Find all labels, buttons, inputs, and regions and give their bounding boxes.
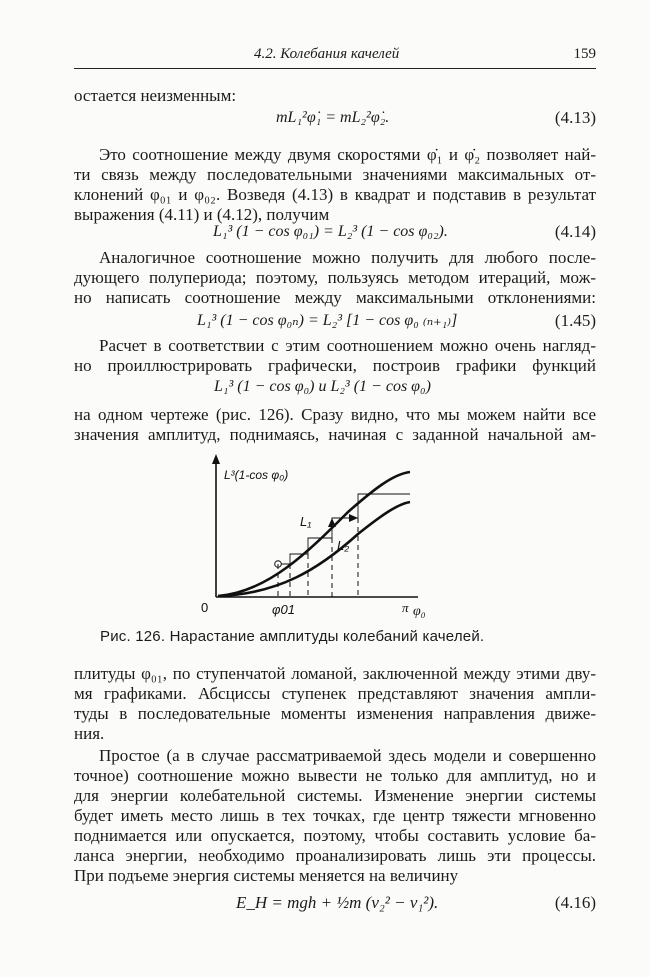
section-title: 4.2. Колебания качелей (254, 46, 400, 62)
x-axis-label: φ₀ (413, 604, 426, 619)
text-line: ния. (74, 724, 105, 743)
functions-expression: L₁³ (1 − cos φ₀) и L₂³ (1 − cos φ₀) (214, 378, 431, 395)
text-line: При подъеме энергия системы меняется на величину (74, 866, 459, 885)
page-number: 159 (573, 46, 596, 62)
equation-1-45: L₁³ (1 − cos φ₀ₙ) = L₂³ [1 − cos φ₀ ₍ₙ₊₁₎] (197, 312, 458, 329)
y-axis-arrow (212, 454, 220, 464)
text-line: плитуды φ₀₁, по ступенчатой ломаной, заключенной между этими дву- (74, 664, 596, 683)
text-line: Простое (а в случае рассматриваемой здесь модели и совершенно (99, 746, 596, 765)
curve-label-l2: L₂ (337, 538, 350, 553)
equation-4-13: mL₁²φ̇₁ = mL₂²φ̇₂. (276, 109, 390, 126)
text-line: будет иметь место лишь в тех точках, где центр тяжести мгновенно (74, 806, 596, 825)
text-line: значения амплитуд, поднимаясь, начиная с заданной начальной ам- (74, 425, 596, 444)
equation-4-16: E_H = mgh + ½m (v₂² − v₁²). (236, 893, 439, 912)
text-line: ти связь между последовательными значениями максимальных от- (74, 165, 596, 184)
equation-4-14: L₁³ (1 − cos φ₀₁) = L₂³ (1 − cos φ₀₂). (213, 223, 448, 240)
step-up-arrow (328, 518, 336, 527)
text-line: дующего полупериода; поэтому, пользуясь методом итераций, мож- (74, 268, 596, 287)
text-line: но написать соотношение между максимальными отклонениями: (74, 288, 596, 307)
curve-label-l1: L₁ (300, 514, 312, 529)
figure-126-graph (198, 452, 430, 620)
text-line: поднимается или опускается, поэтому, чтобы составить условие ба- (74, 826, 596, 845)
y-axis-label: L³(1-cos φ₀) (224, 468, 289, 482)
equation-number: (4.14) (554, 222, 596, 241)
equation-number: (4.16) (554, 893, 596, 912)
staircase-arrow (349, 514, 358, 522)
text-line: но проиллюстрировать графически, построив графики функций (74, 356, 596, 375)
text-line: для энергии колебательной системы. Изменение энергии системы (74, 786, 596, 805)
curve-l1 (218, 472, 410, 596)
equation-number: (4.13) (554, 108, 596, 127)
text-line: мя графиками. Абсциссы ступенек представляют значения ампли- (74, 684, 596, 703)
text-line: остается неизменным: (74, 86, 237, 105)
equation-number: (1.45) (554, 311, 596, 330)
text-line: Расчет в соответствии с этим соотношением можно очень нагляд- (99, 336, 596, 355)
text-line: Аналогичное соотношение можно получить для любого после- (99, 248, 596, 267)
origin-label: 0 (201, 600, 209, 615)
text-line: Это соотношение между двумя скоростями φ̇₁ и φ̇₂ позволяет най- (99, 145, 596, 164)
tick-label-pi: π (402, 600, 409, 615)
figure-caption: Рис. 126. Нарастание амплитуды колебаний качелей. (100, 628, 485, 645)
text-line: на одном чертеже (рис. 126). Сразу видно, что мы можем найти все (74, 405, 596, 424)
text-line: точное) соотношение можно вывести не только для амплитуд, но и (74, 766, 596, 785)
curve-l2 (218, 502, 410, 596)
text-line: ланса энергии, необходимо проанализировать лишь эти процессы. (74, 846, 596, 865)
tick-label-phi01: φ01 (272, 602, 295, 617)
text-line: клонений φ₀₁ и φ₀₂. Возведя (4.13) в квадрат и подставив в результат (74, 185, 596, 204)
text-line: туды в последовательные моменты изменения направления движе- (74, 704, 596, 723)
staircase-path (278, 494, 410, 564)
running-header (74, 44, 596, 69)
text-line: выражения (4.11) и (4.12), получим (74, 205, 330, 224)
